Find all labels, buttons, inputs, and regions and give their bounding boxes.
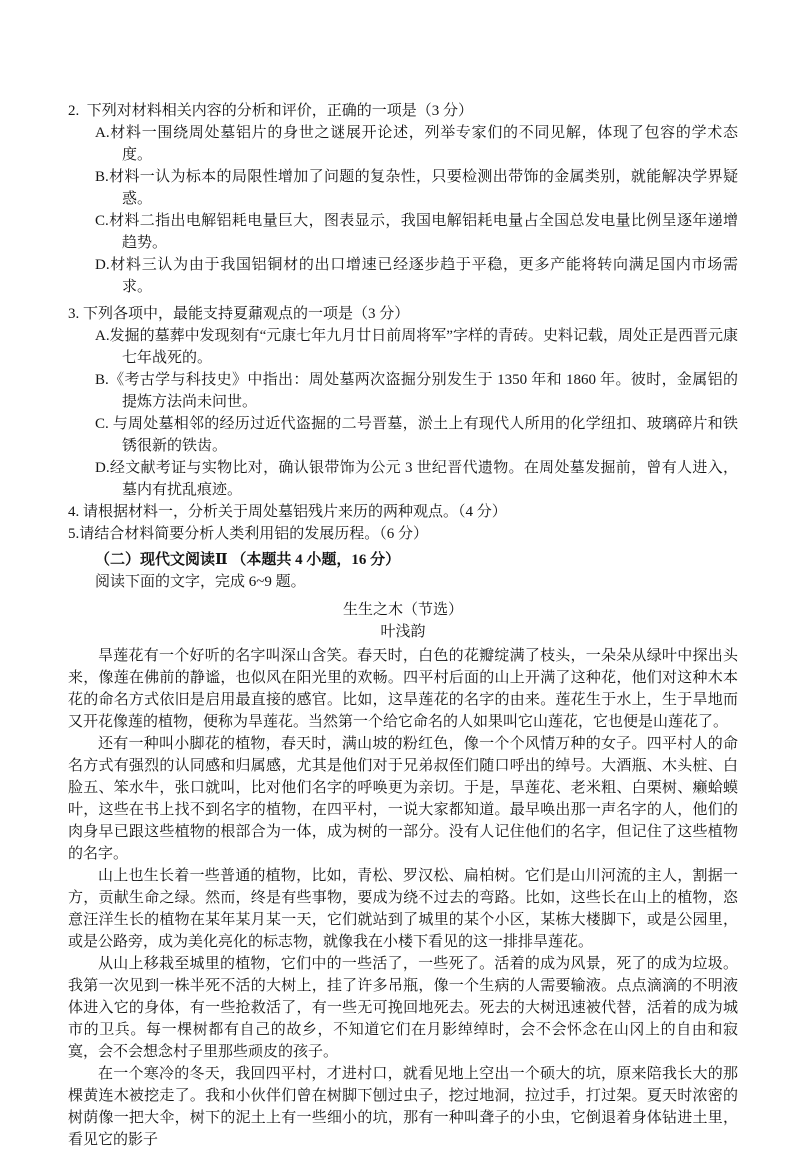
question-2-option-c: C.材料二指出电解铝耗电量巨大，图表显示，我国电解铝耗电量占全国总发电量比例呈逐年递增趋势。 <box>95 213 738 251</box>
question-2-option-a: A.材料一围绕周处墓铝片的身世之谜展开论述，列举专家们的不同见解，体现了包容的学术态度。 <box>95 125 738 163</box>
essay-paragraph-3: 山上也生长着一些普通的植物，比如，青松、罗汉松、扁柏树。它们是山川河流的主人，割据一方，贡献生命之绿。然而，终是有些事物，要成为绕不过去的弯路。比如，这些长在山上的植物，恣意汪洋生长的植物在某年某月某一天，它们就站到了城里的某个小区，某栋大楼脚下，或是公园里，或是公路旁，成为美化亮化的标志物，就像我在小楼下看见的这一排排旱莲花。 <box>68 868 738 950</box>
question-2-option-b: B.材料一认为标本的局限性增加了问题的复杂性，只要检测出带饰的金属类别，就能解决学界疑惑。 <box>95 169 738 207</box>
question-block-3 <box>68 303 738 501</box>
question-block-2 <box>68 100 738 298</box>
essay-paragraph-5: 在一个寒冷的冬天，我回四平村，才进村口，就看见地上空出一个硕大的坑，原来陪我长大的那棵黄连木被挖走了。我和小伙伴们曾在树脚下刨过虫子，挖过地洞，拉过手，打过架。夏天时浓密的树荫像一把大伞，树下的泥土上有一些细小的坑，那有一种叫聋子的小虫，它倒退着身体钻进土里，看见它的影子 <box>68 1066 738 1148</box>
question-3-option-c: C. 与周处墓相邻的经历过近代盗掘的二号晋墓，淤土上有现代人所用的化学纽扣、玻璃碎片和铁锈很新的铁齿。 <box>95 416 738 454</box>
question-5-stem: 5.请结合材料简要分析人类利用铝的发展历程。（6 分） <box>68 526 429 542</box>
essay-paragraph-1: 旱莲花有一个好听的名字叫深山含笑。春天时，白色的花瓣绽满了枝头，一朵朵从绿叶中探出头来，像莲在佛前的静谧，也似风在阳光里的欢畅。四平村后面的山上开满了这种花，他们对这种木本花的命名方式依旧是启用最直接的感官。比如，这旱莲花的名字的由来。莲花生于水上，生于旱地而又开花像莲的植物，便称为旱莲花。当然第一个给它命名的人如果叫它山莲花，它也便是山莲花了。 <box>68 648 738 730</box>
question-3-option-d: D.经文献考证与实物比对，确认银带饰为公元 3 世纪晋代遗物。在周处墓发掘前，曾有人进入，墓内有扰乱痕迹。 <box>95 460 738 498</box>
reading-instruction: 阅读下面的文字，完成 6~9 题。 <box>95 574 306 590</box>
question-3-stem: 3. 下列各项中，最能支持夏鼐观点的一项是（3 分） <box>68 306 410 322</box>
question-3-option-b: B.《考古学与科技史》中指出：周处墓两次盗掘分别发生于 1350 年和 1860 年。彼时，金属铝的提炼方法尚未问世。 <box>95 372 738 410</box>
question-4-stem: 4. 请根据材料一，分析关于周处墓铝残片来历的两种观点。（4 分） <box>68 504 507 520</box>
question-2-option-d: D.材料三认为由于我国铝铜材的出口增速已经逐步趋于平稳，更多产能将转向满足国内市场需求。 <box>95 257 738 295</box>
essay-title: 生生之木（节选） <box>342 602 463 618</box>
question-3-option-a: A.发掘的墓葬中发现刻有“元康七年九月廿日前周将军”字样的青砖。史料记载，周处正是西晋元康七年战死的。 <box>95 328 738 366</box>
essay-paragraph-2: 还有一种叫小脚花的植物，春天时，满山坡的粉红色，像一个个风情万种的女子。四平村人的命名方式有强烈的认同感和归属感，尤其是他们对于兄弟叔侄们随口呼出的绰号。大酒瓶、木头桩、白脸五、笨水牛，张口就叫，比对他们名字的呼唤更为亲切。于是，旱莲花、老米粗、白栗树、癞蛤蟆叶，这些在书上找不到名字的植物，在四平村，一说大家都知道。最早唤出那一声名字的人，他们的肉身早已跟这些植物的根部合为一体，成为树的一部分。没有人记住他们的名字，但记住了这些植物的名字。 <box>68 736 738 862</box>
question-2-stem: 2. 下列对材料相关内容的分析和评价，正确的一项是（3 分） <box>68 103 474 119</box>
essay-author: 叶浅韵 <box>380 624 426 640</box>
essay-paragraph-4: 从山上移栽至城里的植物，它们中的一些活了，一些死了。活着的成为风景，死了的成为垃圾。我第一次见到一株半死不活的大树上，挂了许多吊瓶，像一个生病的人需要输液。点点滴滴的不明液体进入它的身体，有一些抢救活了，有一些无可挽回地死去。死去的大树迅速被代替，活着的成为城市的卫兵。每一棵树都有自己的故乡，不知道它们在月影绰绰时，会不会怀念在山冈上的自由和寂寞，会不会想念村子里那些顽皮的孩子。 <box>68 956 738 1060</box>
section-heading: （二）现代文阅读Ⅱ （本题共 4 小题，16 分） <box>95 552 401 568</box>
